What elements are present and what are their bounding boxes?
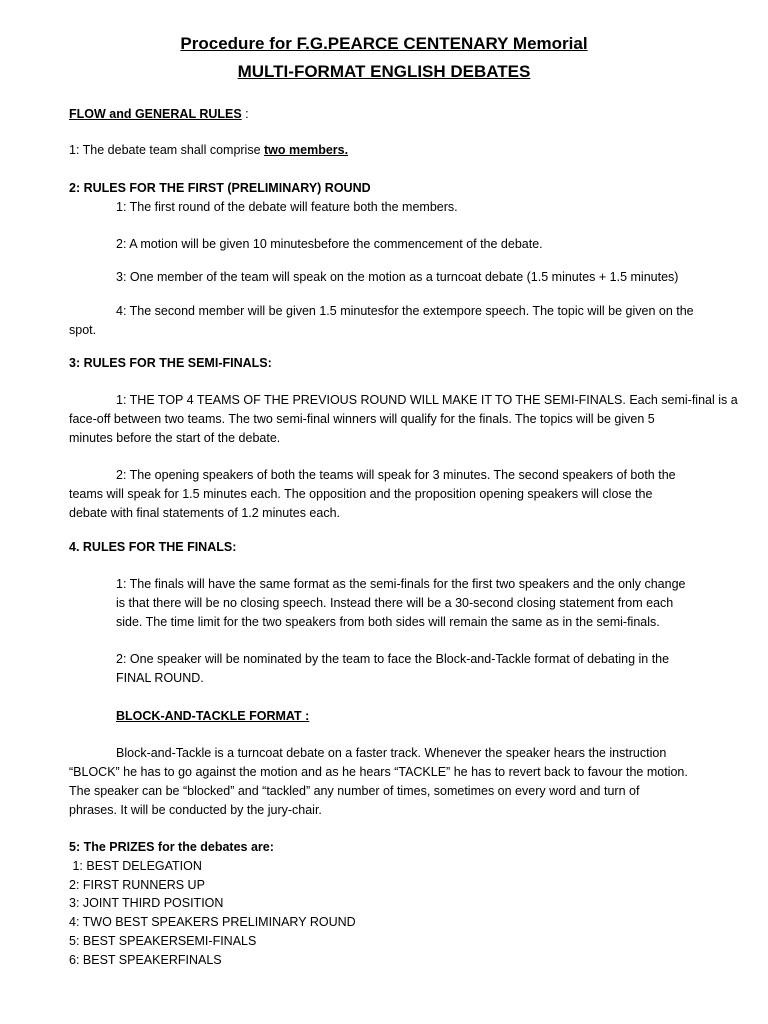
block-tackle-line1: Block-and-Tackle is a turncoat debate on a faster track. Whenever the speaker hears the instruction — [116, 746, 667, 760]
semis-p2-line3: debate with final statements of 1.2 minutes each. — [69, 506, 340, 520]
semis-p1-line1: 1: THE TOP 4 TEAMS OF THE PREVIOUS ROUND WILL MAKE IT TO THE SEMI-FINALS. Each semi-final is a — [116, 393, 738, 407]
block-tackle-heading: BLOCK-AND-TACKLE FORMAT : — [116, 709, 310, 723]
prizes-heading: 5: The PRIZES for the debates are: — [69, 840, 274, 854]
block-tackle-line4: phrases. It will be conducted by the jury-chair. — [69, 803, 322, 817]
rule-team-size-emphasis: two members. — [264, 143, 349, 157]
semis-p2-line1: 2: The opening speakers of both the teams will speak for 3 minutes. The second speakers of both the — [116, 468, 676, 482]
semis-heading: 3: RULES FOR THE SEMI-FINALS: — [69, 356, 272, 370]
finals-p2-line1: 2: One speaker will be nominated by the team to face the Block-and-Tackle format of debating in the — [116, 652, 670, 666]
rule-team-size — [69, 141, 348, 160]
finals-p1-line1: 1: The finals will have the same format as the semi-finals for the first two speakers and the only change — [116, 577, 686, 591]
semis-p1-line3: minutes before the start of the debate. — [69, 431, 281, 445]
prelim-heading: 2: RULES FOR THE FIRST (PRELIMINARY) ROUND — [69, 181, 371, 195]
finals-p1-line3: side. The time limit for the two speakers from both sides will remain the same as in the semi-finals. — [116, 615, 660, 629]
prelim-item-1: 1: The first round of the debate will feature both the members. — [116, 200, 458, 214]
prelim-item-4-cont: spot. — [69, 323, 97, 337]
flow-heading: FLOW and GENERAL RULES — [69, 107, 242, 121]
prize-item-1: 1: BEST DELEGATION — [69, 859, 202, 873]
semis-p2-line2: teams will speak for 1.5 minutes each. The opposition and the proposition opening speakers will close the — [69, 487, 653, 501]
semis-p1-line2: face-off between two teams. The two semi-final winners will qualify for the finals. The topics will be given 5 — [69, 412, 655, 426]
block-tackle-line3: The speaker can be “blocked” and “tackled” any number of times, sometimes on every word and turn of — [69, 784, 640, 798]
block-tackle-line2: “BLOCK” he has to go against the motion and as he hears “TACKLE” he has to revert back to favour the motion. — [69, 765, 688, 779]
finals-heading: 4. RULES FOR THE FINALS: — [69, 540, 237, 554]
finals-p1-line2: is that there will be no closing speech. Instead there will be a 30-second closing statement from each — [116, 596, 674, 610]
prelim-item-4: 4: The second member will be given 1.5 minutesfor the extempore speech. The topic will be given on the — [116, 304, 694, 318]
prelim-item-2: 2: A motion will be given 10 minutesbefore the commencement of the debate. — [116, 237, 543, 251]
prelim-item-3: 3: One member of the team will speak on the motion as a turncoat debate (1.5 minutes + 1.5 minutes) — [116, 270, 679, 284]
rule-team-size-text: 1: The debate team shall comprise — [69, 143, 265, 157]
prize-item-5: 5: BEST SPEAKERSEMI-FINALS — [69, 934, 257, 948]
flow-heading-suffix: : — [241, 107, 249, 121]
prize-item-4: 4: TWO BEST SPEAKERS PRELIMINARY ROUND — [69, 915, 356, 929]
flow-heading-row — [69, 105, 249, 124]
prize-item-3: 3: JOINT THIRD POSITION — [69, 896, 224, 910]
document-title-line2: MULTI-FORMAT ENGLISH DEBATES — [237, 62, 531, 81]
prize-item-2: 2: FIRST RUNNERS UP — [69, 878, 205, 892]
prize-item-6: 6: BEST SPEAKERFINALS — [69, 953, 222, 967]
finals-p2-line2: FINAL ROUND. — [116, 671, 204, 685]
document-title-line1: Procedure for F.G.PEARCE CENTENARY Memorial — [180, 34, 588, 53]
